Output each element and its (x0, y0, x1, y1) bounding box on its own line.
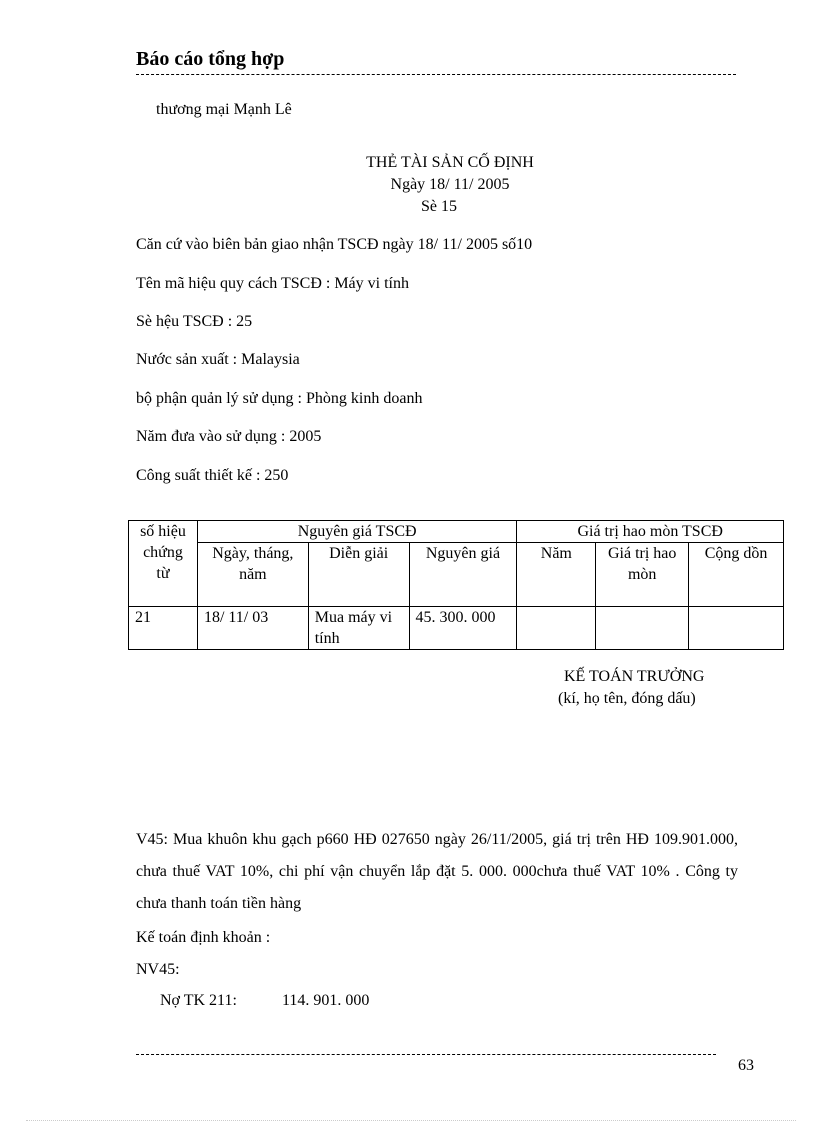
field-year-in-use: Năm đưa vào sử dụng : 2005 (136, 428, 322, 445)
field-capacity: Công suất thiết kế : 250 (136, 467, 289, 484)
header-dashed-divider (136, 74, 736, 75)
table-header-row (129, 521, 784, 543)
cell-description: Mua máy vi tính (308, 607, 409, 650)
nv-label: NV45: (136, 961, 180, 978)
cell-accumulated (689, 607, 784, 650)
header-voucher-number: số hiệu chứng từ (129, 521, 198, 607)
card-date: Ngày 18/ 11/ 2005 (390, 176, 510, 193)
card-title: THẺ TÀI SẢN CỐ ĐỊNH (366, 154, 534, 171)
subheader-accumulated: Cộng dồn (689, 543, 784, 607)
report-header-title: Báo cáo tổng hợp (136, 48, 285, 70)
cell-original-cost: 45. 300. 000 (409, 607, 517, 650)
cell-date: 18/ 11/ 03 (197, 607, 308, 650)
header-depreciation: Giá trị hao mòn TSCĐ (517, 521, 784, 543)
field-spec: Tên mã hiệu quy cách TSCĐ : Máy vi tính (136, 275, 409, 292)
cell-depreciation-value (596, 607, 689, 650)
subheader-year: Năm (517, 543, 596, 607)
field-basis: Căn cứ vào biên bản giao nhận TSCĐ ngày 18/ 11/ 2005 số10 (136, 236, 533, 253)
footer-dashed-divider (136, 1054, 716, 1055)
table-subheader-row (129, 543, 784, 607)
asset-table-container (128, 520, 784, 650)
signature-subtitle: (kí, họ tên, đóng dấu) (558, 690, 696, 707)
table-row (129, 607, 784, 650)
entry-label: Kế toán định khoản : (136, 929, 271, 946)
intro-line: thương mại Mạnh Lê (156, 101, 292, 118)
asset-table (128, 520, 784, 650)
header-original-cost: Nguyên giá TSCĐ (197, 521, 516, 543)
field-asset-number: Sè hệu TSCĐ : 25 (136, 313, 253, 330)
card-number: Sè 15 (421, 198, 457, 215)
subheader-original-cost: Nguyên giá (409, 543, 517, 607)
debit-amount: 114. 901. 000 (282, 992, 370, 1009)
signature-title: KẾ TOÁN TRƯỞNG (564, 668, 705, 685)
page-number: 63 (738, 1057, 754, 1074)
subheader-date: Ngày, tháng, năm (197, 543, 308, 607)
subheader-description: Diễn giải (308, 543, 409, 607)
debit-account: Nợ TK 211: (160, 992, 237, 1009)
field-department: bộ phận quản lý sử dụng : Phòng kinh doanh (136, 390, 423, 407)
subheader-depreciation-value: Giá trị hao mòn (596, 543, 689, 607)
page-bottom-border (26, 1120, 796, 1121)
cell-year (517, 607, 596, 650)
cell-voucher: 21 (129, 607, 198, 650)
field-country: Nước sản xuất : Malaysia (136, 351, 300, 368)
transaction-description: V45: Mua khuôn khu gạch p660 HĐ 027650 ngày 26/11/2005, giá trị trên HĐ 109.901.000, chưa thuế VAT 10%, chi phí vận chuyển lắp đặt 5. 000. 000chưa thuế VAT 10% . Công ty chưa thanh toán tiền hàng (136, 831, 738, 912)
